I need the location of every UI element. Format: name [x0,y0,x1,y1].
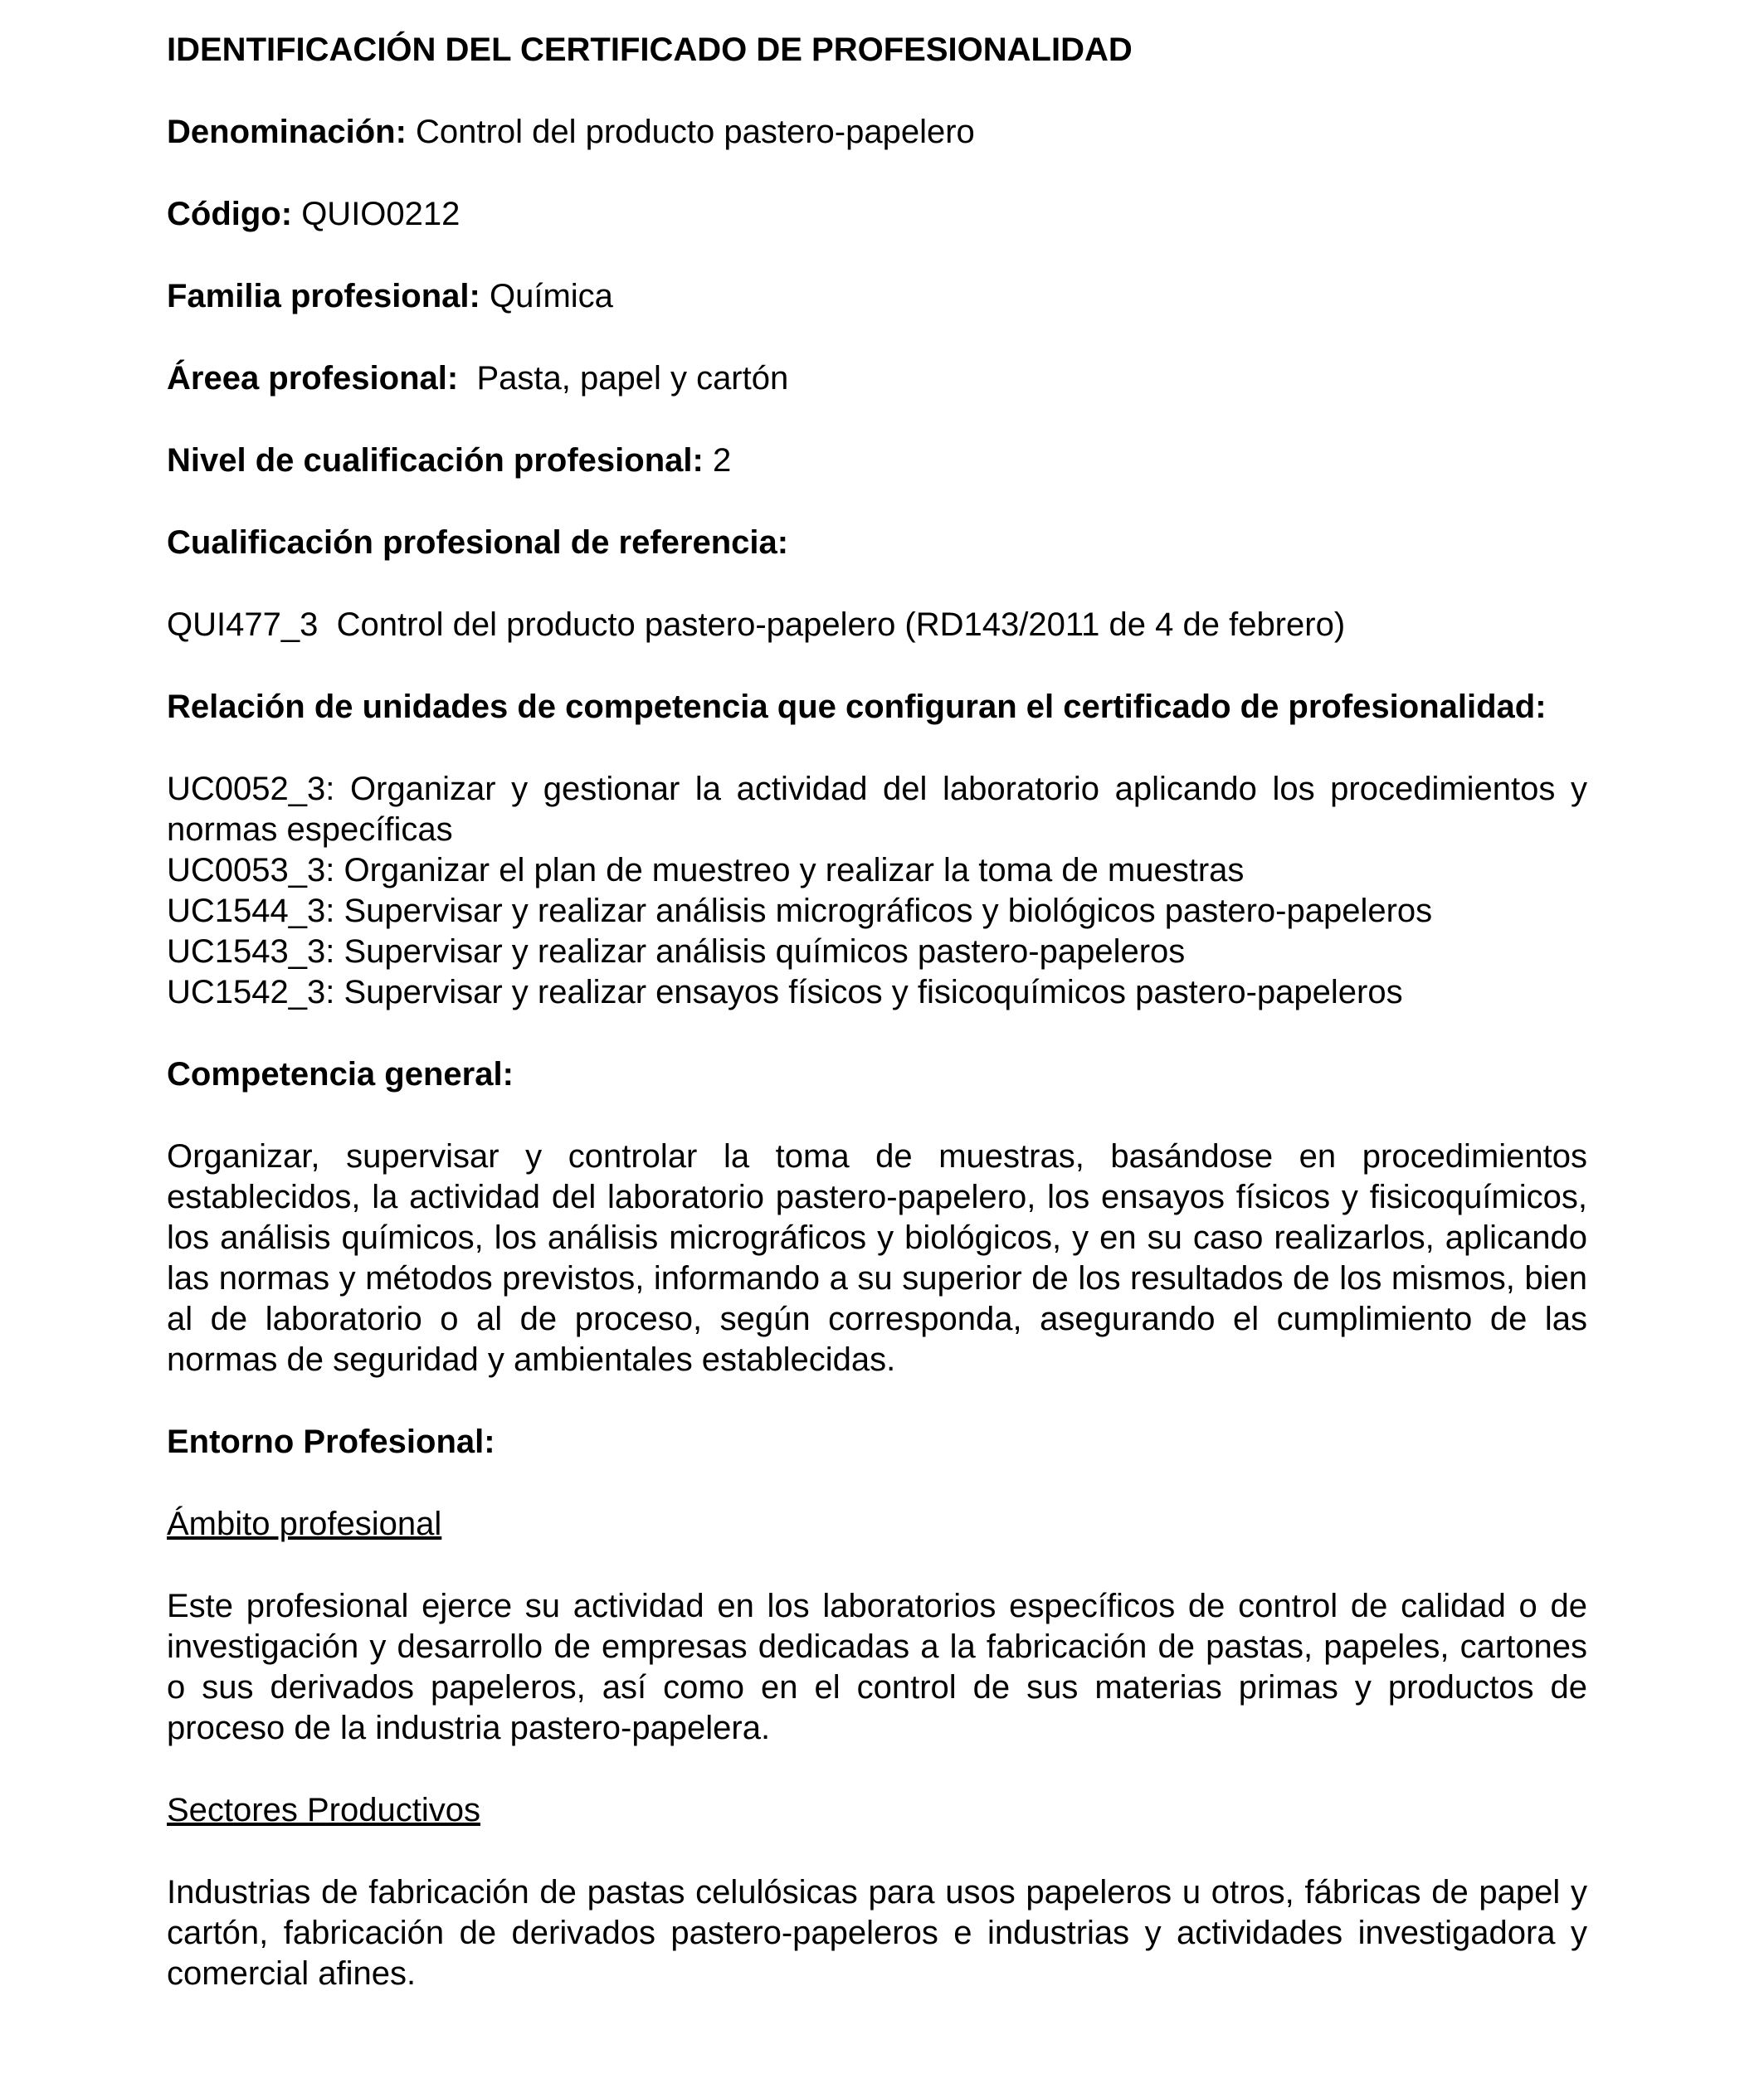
field-denominacion [167,112,1587,153]
field-codigo-value: QUIO0212 [301,196,460,232]
field-area [167,358,1587,399]
cualificacion-heading: Cualificación profesional de referencia: [167,524,789,561]
field-nivel-value: 2 [712,442,732,479]
ambito-text: Este profesional ejerce su actividad en los laboratorios específicos de control de calidad o de investigación y desarrollo de empresas dedicadas a la fabricación de pastas, papeles, cartones o sus derivados papeleros, así como en el control de sus materias primas y productos de proceso de la industria pastero-papelera. [167,1588,1587,1746]
uc-item: UC1544_3: Supervisar y realizar análisis micrográficos y biológicos pastero-papeleros [167,893,1433,929]
uc-item: UC1543_3: Supervisar y realizar análisis químicos pastero-papeleros [167,933,1186,970]
relacion-heading: Relación de unidades de competencia que configuran el certificado de profesionalidad: [167,689,1547,725]
field-familia-label: Familia profesional: [167,278,480,314]
sectores-text: Industrias de fabricación de pastas celulósicas para usos papeleros u otros, fábricas de papel y cartón, fabricación de derivados pastero-papeleros e industrias y actividades investigadora y comercial afines. [167,1874,1587,1992]
field-familia-value: Química [489,278,613,314]
ambito-heading: Ámbito profesional [167,1506,442,1542]
uc-item: UC0053_3: Organizar el plan de muestreo y realizar la toma de muestras [167,852,1245,888]
field-nivel [167,441,1587,481]
field-codigo-label: Código: [167,196,293,232]
field-area-label: Áreea profesional: [167,360,459,397]
field-codigo [167,194,1587,235]
uc-item: UC0052_3: Organizar y gestionar la actividad del laboratorio aplicando los procedimientos y normas específicas [167,771,1587,848]
field-area-value: Pasta, papel y cartón [476,360,789,397]
field-denominacion-label: Denominación: [167,114,407,150]
cualificacion-value: QUI477_3 Control del producto pastero-papelero (RD143/2011 de 4 de febrero) [167,606,1346,643]
uc-list [167,769,1587,1013]
document-title: IDENTIFICACIÓN DEL CERTIFICADO DE PROFESIONALIDAD [167,32,1133,68]
document-page [167,30,1587,1994]
sectores-heading: Sectores Productivos [167,1792,480,1828]
field-nivel-label: Nivel de cualificación profesional: [167,442,704,479]
entorno-heading: Entorno Profesional: [167,1424,495,1460]
uc-item: UC1542_3: Supervisar y realizar ensayos físicos y fisicoquímicos pastero-papeleros [167,974,1403,1010]
competencia-heading: Competencia general: [167,1056,514,1093]
field-familia [167,276,1587,317]
field-denominacion-value: Control del producto pastero-papelero [416,114,975,150]
competencia-text: Organizar, supervisar y controlar la toma de muestras, basándose en procedimientos establecidos, la actividad del laboratorio pastero-papelero, los ensayos físicos y fisicoquímicos, los análisis químicos, los análisis micrográficos y biológicos, y en su caso realizarlos, aplicando las normas y métodos previstos, informando a su superior de los resultados de los mismos, bien al de laboratorio o al de proceso, según corresponda, asegurando el cumplimiento de las normas de seguridad y ambientales establecidas. [167,1138,1587,1378]
